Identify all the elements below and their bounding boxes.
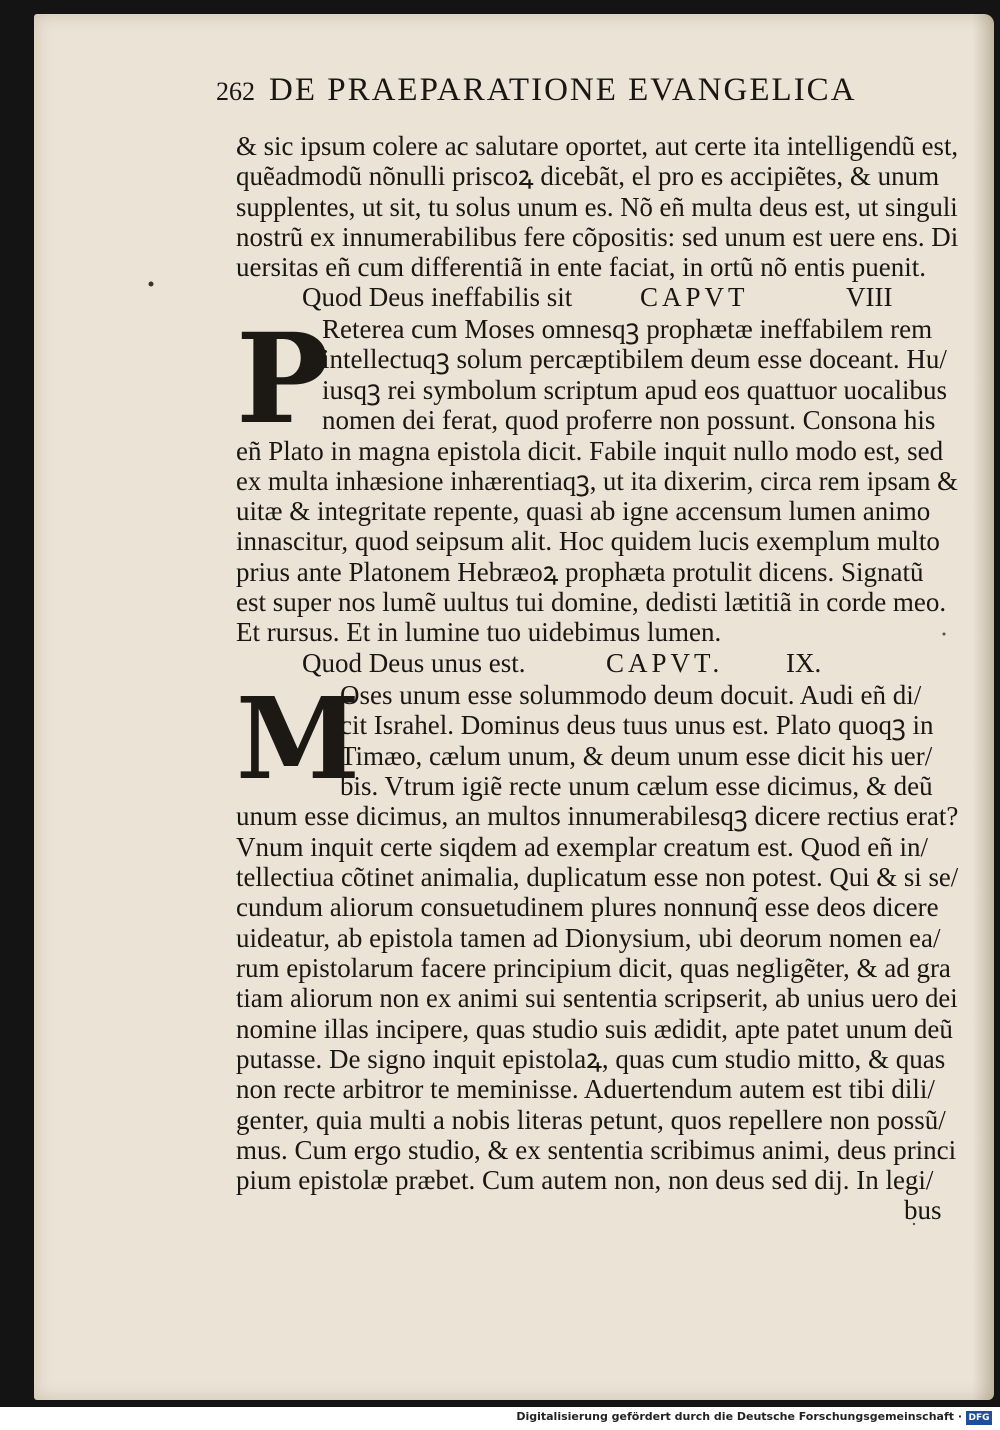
drop-cap: M <box>236 674 360 805</box>
text-line: non recte arbitror te meminisse. Aduertendum autem est tibi dili/ <box>236 1074 935 1104</box>
text-line: putasse. De signo inquit epistolaꝝ, quas cum studio mitto, & quas <box>236 1044 946 1074</box>
text-line: uitæ & integritate repente, quasi ab igne accensum lumen animo <box>236 496 931 526</box>
text-line: mus. Cum ergo studio, & ex sententia scribimus animi, deus princi <box>236 1135 957 1165</box>
chapter-heading: Quod Deus unus est. <box>302 648 526 678</box>
text-line: Et rursus. Et in lumine tuo uidebimus lumen. <box>236 617 722 647</box>
text-line: Oses unum esse solummodo deum docuit. Audi eñ di/ <box>340 680 922 710</box>
footer-bar <box>0 1407 1000 1430</box>
drop-cap: P <box>236 307 330 452</box>
text-line: cundum aliorum consuetudinem plures nonnunq̃ esse deos dicere <box>236 892 939 922</box>
text-line: eñ Plato in magna epistola dicit. Fabile inquit nullo modo est, sed <box>236 436 944 466</box>
text-line: & sic ipsum colere ac salutare oportet, aut certe ita intelligendũ est, <box>236 131 959 161</box>
page-title: DE PRAEPARATIONE EVANGELICA <box>269 72 857 108</box>
text-line: nomen dei ferat, quod proferre non possunt. Consona his <box>322 405 936 435</box>
text-line: unum esse dicimus, an multos innumerabilesqꝫ dicere rectius erat? <box>236 801 959 831</box>
chapter-numeral: IX. <box>786 648 822 678</box>
text-line: Timæo, cælum unum, & deum unum esse dicit his uer/ <box>340 741 933 771</box>
chapter-numeral: VIII <box>846 282 893 312</box>
catchword: bus <box>904 1195 942 1225</box>
text-line: uideatur, ab epistola tamen ad Dionysium, ubi deorum nomen ea/ <box>236 923 941 953</box>
chapter-caput: CAPVT. <box>606 648 724 678</box>
text-line: Vnum inquit certe siqdem ad exemplar creatum est. Quod eñ in/ <box>236 832 929 862</box>
chapter-caput: CAPVT <box>640 282 749 312</box>
text-line: intellectuqꝫ solum percæptibilem deum esse doceant. Hu/ <box>322 344 947 374</box>
text-line: ex multa inhæsione inhærentiaqꝫ, ut ita dixerim, circa rem ipsam & <box>236 466 958 496</box>
text-line: tellectiua cõtinet animalia, duplicatum esse non potest. Qui & si se/ <box>236 862 959 892</box>
text-line: genter, quia multi a nobis literas petunt, quos repellere non possũ/ <box>236 1105 946 1135</box>
funding-notice: Digitalisierung gefördert durch die Deutsche Forschungsgemeinschaft · <box>516 1410 962 1423</box>
ink-speck <box>943 633 946 636</box>
ink-speck <box>149 282 154 287</box>
chapter-heading: Quod Deus ineffabilis sit <box>302 282 573 312</box>
text-line: bis. Vtrum igiẽ recte unum cælum esse dicimus, & deũ <box>340 771 933 801</box>
text-line: nostrũ ex innumerabilibus fere cõpositis: sed unum est uere ens. Di <box>236 222 959 252</box>
text-line: iusqꝫ rei symbolum scriptum apud eos quattuor uocalibus <box>322 375 947 405</box>
text-line: est super nos lumẽ uultus tui domine, dedisti lætitiã in corde meo. <box>236 587 947 617</box>
text-line: Reterea cum Moses omnesqꝫ prophætæ ineffabilem rem <box>322 314 933 344</box>
text-line: cit Israhel. Dominus deus tuus unus est. Plato quoqꝫ in <box>340 710 934 740</box>
text-line: uersitas eñ cum differentiã in ente faciat, in ortũ nõ entis puenit. <box>236 252 927 282</box>
text-line: pium epistolæ præbet. Cum autem non, non deus sed dij. In legi/ <box>236 1165 934 1195</box>
text-line: quẽadmodũ nõnulli priscoꝝ dicebãt, el pro es accipiẽtes, & unum <box>236 161 940 191</box>
running-head <box>216 72 857 109</box>
text-line: innascitur, quod seipsum alit. Hoc quidem lucis exemplum multo <box>236 526 940 556</box>
text-line: nomine illas incipere, quas studio suis ædidit, apte patet unum deũ <box>236 1014 953 1044</box>
text-line: prius ante Platonem Hebræoꝝ prophæta protulit dicens. Signatũ <box>236 557 924 587</box>
dfg-logo: DFG <box>966 1411 992 1425</box>
page-number: 262 <box>216 77 255 106</box>
text-line: rum epistolarum facere principium dicit, quas negligẽter, & ad gra <box>236 953 951 983</box>
text-line: supplentes, ut sit, tu solus unum es. Nõ eñ multa deus est, ut singuli <box>236 192 958 222</box>
text-line: tiam aliorum non ex animi sui sententia scripserit, ab unius uero dei <box>236 983 958 1013</box>
